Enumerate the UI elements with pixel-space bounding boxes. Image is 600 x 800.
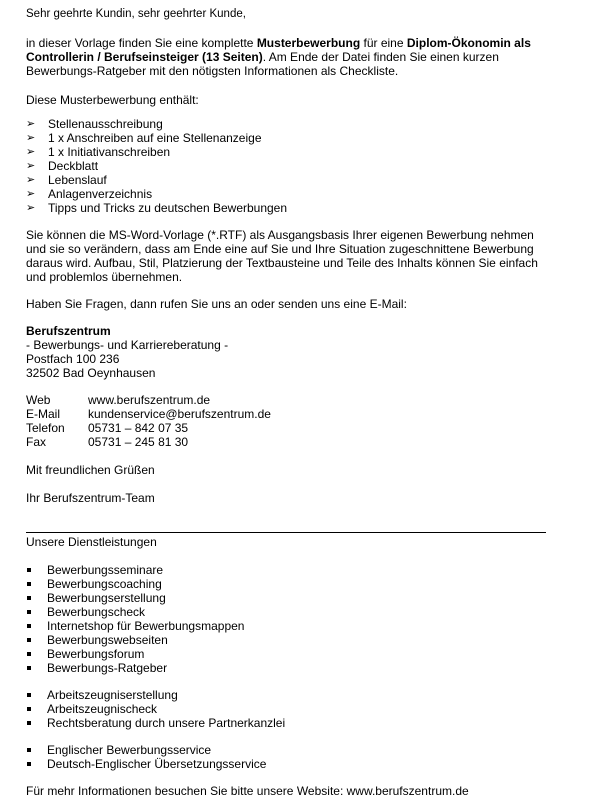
- list-item: [47, 647, 144, 661]
- list-item: [47, 633, 168, 647]
- questions-text: Haben Sie Fragen, dann rufen Sie uns an oder senden uns eine E-Mail:: [26, 297, 407, 311]
- contact-label: Web: [26, 393, 51, 407]
- contact-label: Fax: [26, 435, 47, 449]
- list-item-label: Bewerbungs-Ratgeber: [47, 661, 168, 675]
- list-item: [26, 201, 288, 215]
- services-heading: Unsere Dienstleistungen: [26, 535, 157, 549]
- list-item: [47, 591, 166, 605]
- intro-text: in dieser Vorlage finden Sie eine komplette: [26, 36, 257, 50]
- list-item: [26, 159, 99, 173]
- intro-text: . Am Ende der Datei finden Sie einen kurzen: [262, 50, 499, 64]
- intro-bold-musterbewerbung: Musterbewerbung: [256, 36, 361, 50]
- square-bullet-icon: [27, 707, 31, 711]
- usage-line-4: und problemlos übernehmen.: [26, 270, 183, 284]
- arrow-bullet-icon: ➢: [26, 160, 36, 172]
- services-footer: Für mehr Informationen besuchen Sie bitte unsere Website: www.berufszentrum.de: [26, 784, 469, 798]
- contact-value[interactable]: www.berufszentrum.de: [88, 393, 211, 407]
- company-postbox: Postfach 100 236: [26, 352, 120, 366]
- horizontal-divider: [26, 532, 546, 533]
- square-bullet-icon: [27, 652, 31, 656]
- square-bullet-icon: [27, 596, 31, 600]
- arrow-bullet-icon: ➢: [26, 132, 36, 144]
- list-item: [47, 743, 211, 757]
- list-item: [47, 688, 178, 702]
- list-item: [26, 145, 171, 159]
- list-item-label: Arbeitszeugniserstellung: [47, 688, 178, 702]
- arrow-bullet-icon: ➢: [26, 174, 36, 186]
- usage-line-2: und sie so verändern, dass am Ende eine auf Sie und Ihre Situation zugeschnittene Bewerbung: [26, 242, 534, 256]
- list-item-label: Deutsch-Englischer Übersetzungsservice: [47, 757, 267, 771]
- list-item: [47, 757, 266, 771]
- list-item: [47, 577, 162, 591]
- square-bullet-icon: [27, 748, 31, 752]
- usage-line-3: daraus wird. Aufbau, Stil, Platzierung der Textbausteine und Teile des Inhalts können Sie einfach: [26, 256, 538, 270]
- contact-value: 05731 – 842 07 35: [88, 421, 189, 435]
- contact-label: Telefon: [26, 421, 65, 435]
- list-item-label: Bewerbungsforum: [47, 647, 145, 661]
- list-item: [26, 117, 163, 131]
- list-item-label: Internetshop für Bewerbungsmappen: [47, 619, 245, 633]
- contact-label: E-Mail: [26, 407, 61, 421]
- list-item-label: Bewerbungsseminare: [47, 563, 164, 577]
- intro-line-2: [26, 50, 499, 64]
- company-tagline: - Bewerbungs- und Karriereberatung -: [26, 338, 229, 352]
- list-item: [47, 702, 157, 716]
- list-item: [47, 716, 285, 730]
- list-item-label: Stellenausschreibung: [48, 117, 163, 131]
- square-bullet-icon: [27, 693, 31, 697]
- intro-bold-position-detail: Controllerin / Berufseinsteiger (13 Seiten): [26, 50, 263, 64]
- square-bullet-icon: [27, 582, 31, 586]
- closing: Mit freundlichen Grüßen: [26, 463, 155, 477]
- list-item: [47, 619, 244, 633]
- list-item-label: Lebenslauf: [48, 173, 107, 187]
- arrow-bullet-icon: ➢: [26, 202, 36, 214]
- list-item-label: Arbeitszeugnischeck: [47, 702, 158, 716]
- list-item: [47, 661, 167, 675]
- company-city: 32502 Bad Oeynhausen: [26, 366, 156, 380]
- list-item-label: Tipps und Tricks zu deutschen Bewerbungen: [48, 201, 288, 215]
- square-bullet-icon: [27, 624, 31, 628]
- intro-line-1: [26, 36, 531, 50]
- contact-value: 05731 – 245 81 30: [88, 435, 189, 449]
- list-item-label: Rechtsberatung durch unsere Partnerkanzlei: [47, 716, 286, 730]
- list-item-label: 1 x Anschreiben auf eine Stellenanzeige: [48, 131, 262, 145]
- list-item-label: Bewerbungscoaching: [47, 577, 162, 591]
- square-bullet-icon: [27, 610, 31, 614]
- list-item: [26, 187, 153, 201]
- company-name: Berufszentrum: [26, 324, 111, 338]
- list-item: [47, 605, 145, 619]
- arrow-bullet-icon: ➢: [26, 146, 36, 158]
- list-item-label: 1 x Initiativanschreiben: [48, 145, 171, 159]
- salutation: Sehr geehrte Kundin, sehr geehrter Kunde,: [26, 8, 246, 20]
- list-item-label: Bewerbungscheck: [47, 605, 146, 619]
- square-bullet-icon: [27, 568, 31, 572]
- square-bullet-icon: [27, 721, 31, 725]
- list-item: [47, 563, 163, 577]
- list-item-label: Anlagenverzeichnis: [48, 187, 153, 201]
- list-item-label: Englischer Bewerbungsservice: [47, 743, 212, 757]
- arrow-bullet-icon: ➢: [26, 118, 36, 130]
- list-item-label: Bewerbungserstellung: [47, 591, 166, 605]
- square-bullet-icon: [27, 762, 31, 766]
- square-bullet-icon: [27, 666, 31, 670]
- intro-line-3: Bewerbungs-Ratgeber mit den nötigsten Informationen als Checkliste.: [26, 64, 399, 78]
- list-item: [26, 131, 262, 145]
- list-item-label: Bewerbungswebseiten: [47, 633, 168, 647]
- intro-bold-position: Diplom-Ökonomin als: [406, 36, 531, 50]
- usage-line-1: Sie können die MS-Word-Vorlage (*.RTF) als Ausgangsbasis Ihrer eigenen Bewerbung nehmen: [26, 228, 534, 242]
- list-item: [26, 173, 107, 187]
- contact-value[interactable]: kundenservice@berufszentrum.de: [88, 407, 271, 421]
- list-item-label: Deckblatt: [48, 159, 99, 173]
- signature: Ihr Berufszentrum-Team: [26, 491, 155, 505]
- contents-heading: Diese Musterbewerbung enthält:: [26, 93, 199, 107]
- arrow-bullet-icon: ➢: [26, 188, 36, 200]
- square-bullet-icon: [27, 638, 31, 642]
- intro-text: für eine: [360, 36, 407, 50]
